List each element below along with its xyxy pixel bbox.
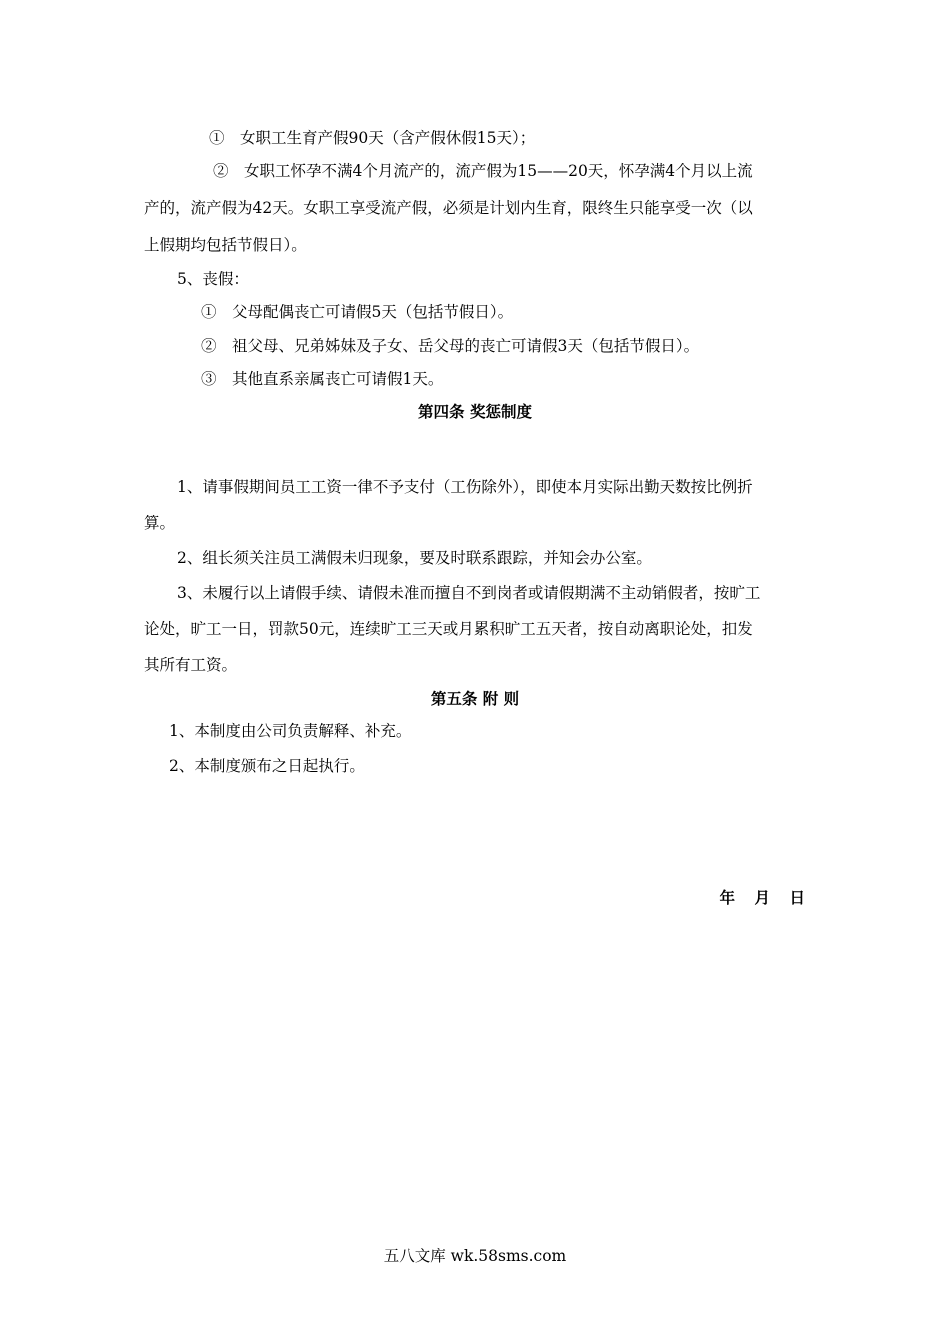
funeral-leave-item-2: ② 祖父母、兄弟姊妹及子女、岳父母的丧亡可请假3天（包括节假日）。 [201,337,700,355]
section-4-item-3-line-3: 其所有工资。 [144,656,238,674]
miscarriage-leave-line-3: 上假期均包括节假日）。 [144,236,307,254]
miscarriage-leave-line-2: 产的，流产假为42天。女职工享受流产假，必须是计划内生育，限终生只能享受一次（以 [144,199,753,217]
funeral-leave-title: 5、丧假： [177,270,249,288]
maternity-leave-item-1: ① 女职工生育产假90天（含产假休假15天）； [209,129,536,147]
section-4-heading: 第四条 奖惩制度 [418,402,532,421]
section-4-item-2: 2、组长须关注员工满假未归现象，要及时联系跟踪，并知会办公室。 [177,549,652,567]
footer-watermark: 五八文库 wk.58sms.com [383,1247,567,1265]
funeral-leave-item-1: ① 父母配偶丧亡可请假5天（包括节假日）。 [201,303,514,321]
section-5-item-2: 2、本制度颁布之日起执行。 [169,757,365,775]
section-4-item-1-line-2: 算。 [144,514,176,532]
section-4-item-3-line-2: 论处，旷工一日，罚款50元，连续旷工三天或月累积旷工五天者，按自动离职论处，扣发 [144,620,753,638]
funeral-leave-item-3: ③ 其他直系亲属丧亡可请假1天。 [201,370,444,388]
section-4-item-1-line-1: 1、请事假期间员工工资一律不予支付（工伤除外），即使本月实际出勤天数按比例折 [177,478,753,496]
section-4-item-3-line-1: 3、未履行以上请假手续、请假未准而擅自不到岗者或请假期满不主动销假者，按旷工 [177,584,761,602]
section-5-item-1: 1、本制度由公司负责解释、补充。 [169,722,412,740]
section-5-heading: 第五条 附 则 [430,689,520,708]
signature-date: 年 月 日 [719,888,807,907]
miscarriage-leave-line-1: ② 女职工怀孕不满4个月流产的，流产假为15——20天，怀孕满4个月以上流 [213,162,753,180]
